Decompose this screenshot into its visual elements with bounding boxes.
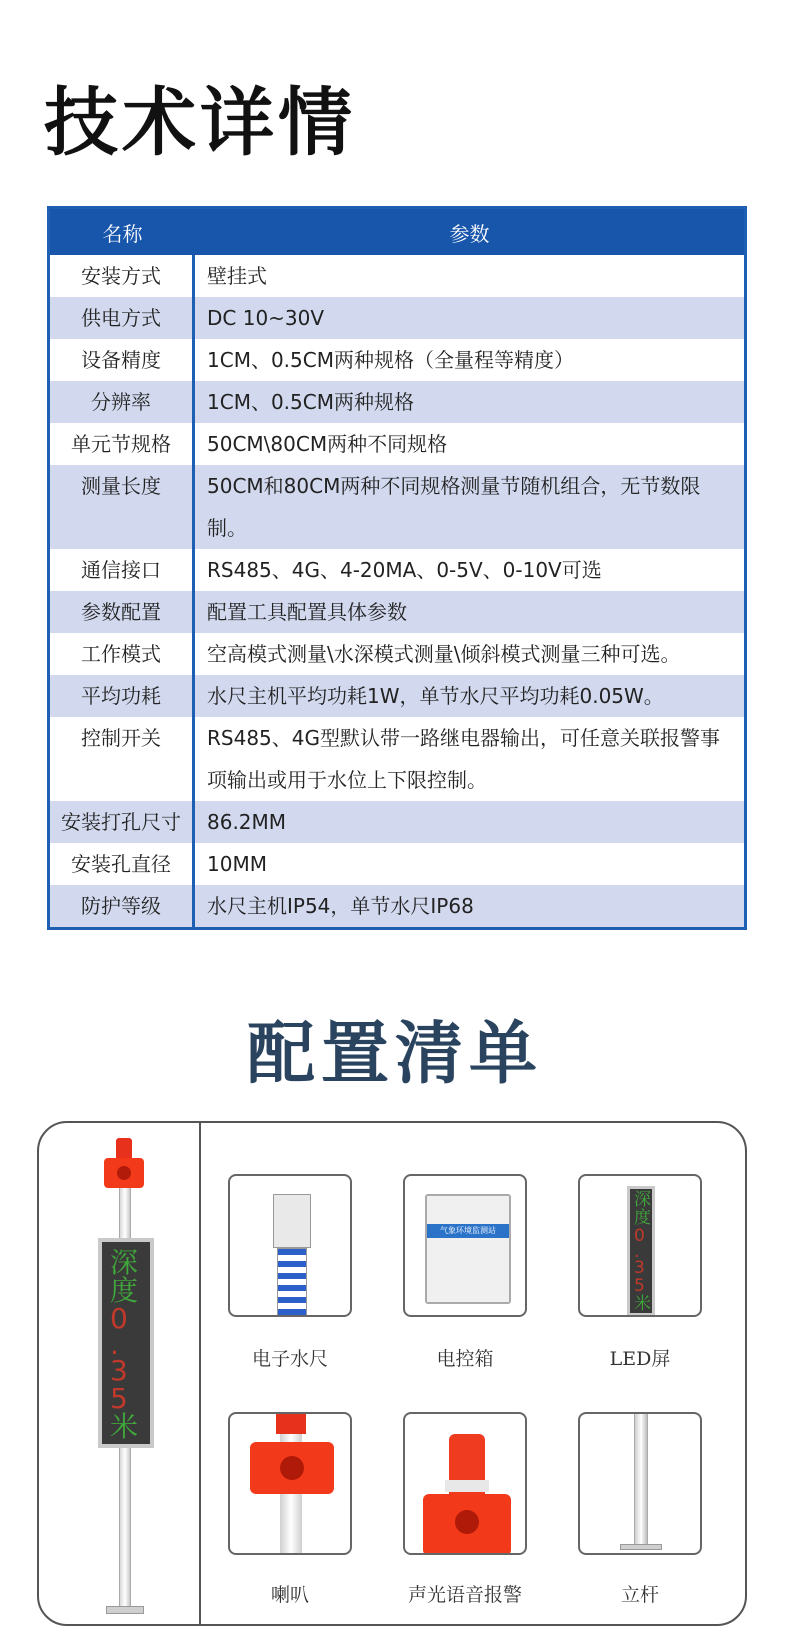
led-panel (627, 1186, 655, 1316)
item-label: 电子水尺 (251, 1348, 328, 1370)
row-name: 工作模式 (50, 633, 195, 675)
horn-body (250, 1442, 334, 1494)
table-row (50, 381, 744, 423)
row-value: RS485、4G、4-20MA、0-5V、0-10V可选 (207, 558, 602, 582)
header-param: 参数 (449, 221, 490, 246)
table-row (50, 591, 744, 633)
screen-char: 3 (110, 1354, 128, 1387)
screen-char: 5 (110, 1382, 128, 1415)
item-label: LED屏 (609, 1348, 671, 1370)
row-name: 安装孔直径 (50, 843, 195, 885)
row-value: 水尺主机IP54，单节水尺IP68 (207, 894, 474, 918)
assembled-pole-illustration (96, 1138, 156, 1616)
row-name: 单元节规格 (50, 423, 195, 465)
row-name: 分辨率 (50, 381, 195, 423)
screen-char: 5 (634, 1276, 645, 1296)
table-row (50, 633, 744, 675)
pole-icon (578, 1412, 702, 1555)
cabinet-body (425, 1194, 511, 1304)
item-label: 电控箱 (436, 1348, 494, 1370)
cabinet-label: 气象环境监测站 (427, 1224, 509, 1238)
row-name: 安装方式 (50, 255, 195, 297)
beacon-cap (116, 1138, 132, 1160)
row-name: 安装打孔尺寸 (50, 801, 195, 843)
config-divider (199, 1122, 201, 1625)
water-ruler-icon (228, 1174, 352, 1317)
row-value: 空高模式测量\水深模式测量\倾斜模式测量三种可选。 (207, 642, 681, 666)
alarm-ring (445, 1480, 489, 1492)
screen-char: 深 (110, 1246, 139, 1279)
screen-char: . (634, 1242, 640, 1262)
row-value: DC 10~30V (207, 306, 325, 330)
screen-char: 0 (110, 1302, 128, 1335)
row-value: 10MM (207, 852, 267, 876)
row-name: 供电方式 (50, 297, 195, 339)
item-label: 立杆 (620, 1584, 659, 1606)
row-value: 配置工具配置具体参数 (207, 600, 407, 624)
alarm-icon (403, 1412, 527, 1555)
screen-char: 米 (110, 1410, 139, 1443)
pole-base (106, 1606, 144, 1614)
row-value: 86.2MM (207, 810, 287, 834)
table-row (50, 549, 744, 591)
row-name: 参数配置 (50, 591, 195, 633)
item-label: 声光语音报警 (407, 1584, 522, 1606)
table-row (50, 843, 744, 885)
row-value: 1CM、0.5CM两种规格（全量程等精度） (207, 348, 574, 372)
row-value: 水尺主机平均功耗1W，单节水尺平均功耗0.05W。 (207, 684, 664, 708)
header-name: 名称 (102, 221, 143, 246)
alarm-body (423, 1494, 511, 1555)
screen-char: 度 (634, 1208, 651, 1228)
screen-char: 0 (634, 1226, 645, 1246)
row-name: 平均功耗 (50, 675, 195, 717)
table-row (50, 297, 744, 339)
table-header (50, 209, 744, 255)
screen-char: 度 (110, 1274, 139, 1307)
row-name: 防护等级 (50, 885, 195, 927)
ruler-strip (277, 1248, 307, 1316)
row-name: 通信接口 (50, 549, 195, 591)
table-row (50, 885, 744, 927)
screen-char: 深 (634, 1190, 651, 1210)
horn-cap (276, 1414, 306, 1434)
row-value: 50CM和80CM两种不同规格测量节随机组合，无节数限制。 (207, 474, 701, 540)
table-row (50, 255, 744, 297)
table-row (50, 717, 744, 801)
table-row (50, 675, 744, 717)
spec-table (47, 206, 747, 930)
table-row (50, 465, 744, 549)
table-row (50, 423, 744, 465)
led-screen-icon (578, 1174, 702, 1317)
table-row (50, 801, 744, 843)
led-display (98, 1238, 154, 1448)
row-name: 控制开关 (50, 717, 195, 801)
item-label: 喇叭 (270, 1584, 309, 1606)
row-name: 测量长度 (50, 465, 195, 549)
pole-base (620, 1544, 662, 1550)
row-value: RS485、4G型默认带一路继电器输出，可任意关联报警事项输出或用于水位上下限控制。 (207, 726, 720, 792)
row-value: 1CM、0.5CM两种规格 (207, 390, 414, 414)
config-title: 配置清单 (246, 1015, 543, 1094)
control-box-icon (403, 1174, 527, 1317)
beacon-icon (104, 1158, 144, 1188)
page-title: 技术详情 (44, 80, 356, 166)
pole-rod (634, 1414, 648, 1544)
screen-char: 米 (634, 1294, 651, 1314)
screen-char: . (110, 1328, 119, 1361)
horn-icon (228, 1412, 352, 1555)
row-value: 50CM\80CM两种不同规格 (207, 432, 448, 456)
row-value: 壁挂式 (207, 264, 267, 288)
row-name: 设备精度 (50, 339, 195, 381)
table-row (50, 339, 744, 381)
ruler-host-box (273, 1194, 311, 1248)
screen-char: 3 (634, 1258, 645, 1278)
